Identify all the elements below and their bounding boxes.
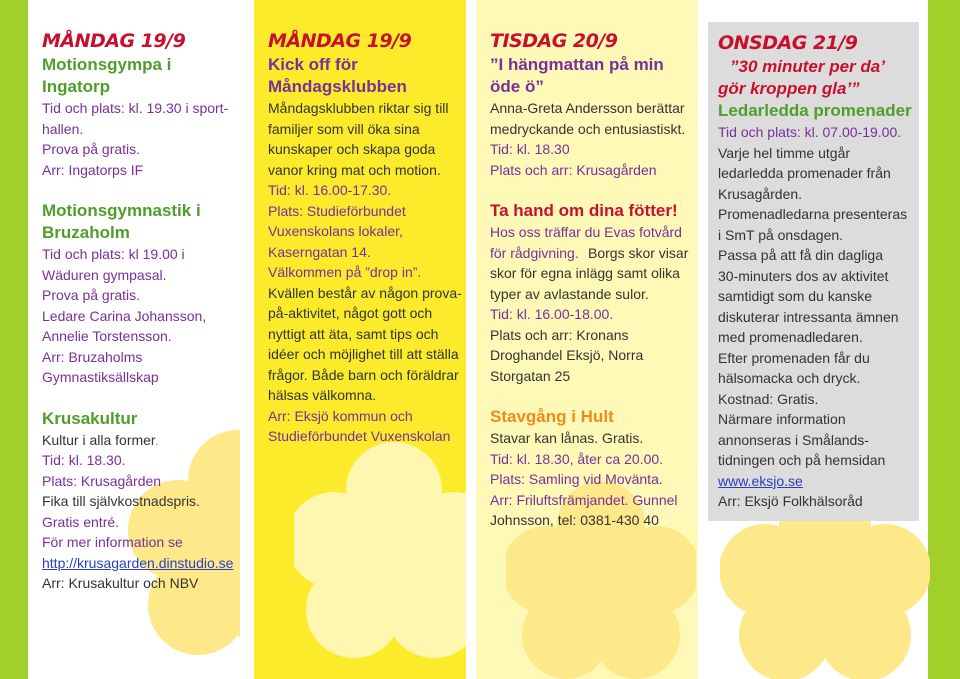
column-content: [268, 28, 462, 447]
column-tuesday: [476, 0, 698, 679]
day-heading: MÅNDAG 19/9: [268, 30, 412, 52]
day-heading: ONSDAG 21/9: [718, 32, 858, 54]
event-details: Tid: kl. 18.30 Plats och arr: Krusagården: [490, 141, 657, 178]
right-green-strip: [928, 0, 960, 679]
website-link[interactable]: www.eksjo.se: [718, 472, 803, 489]
event-description: Anna-Greta Andersson berättar medryckande och entusiastiskt.: [490, 100, 686, 137]
event-details: Tid och plats: kl. 07.00-19.00.: [718, 124, 902, 140]
event-heading: Ta hand om dina fötter!: [490, 201, 678, 220]
column-content: [42, 28, 236, 594]
column-monday-1: [28, 0, 240, 679]
event-heading: Motionsgympa i Ingatorp: [42, 55, 172, 96]
event-description: Hos oss träffar du Evas fotvård för rådgivning.: [490, 224, 682, 261]
event-heading: Ledarledda promenader: [718, 101, 912, 120]
day-heading: MÅNDAG 19/9: [42, 30, 186, 52]
column-content: [490, 28, 694, 531]
flower-decoration: [294, 430, 466, 679]
column-content: [718, 30, 915, 512]
event-heading: Krusakultur: [42, 408, 138, 428]
event-details: Tid och plats: kl 19.00 i Wäduren gympasal. Prova på gratis. Ledare Carina Johansson, Annelie Torstensson. Arr: Bruzaholms Gymnastiksällskap: [42, 246, 207, 385]
event-description: Stavar kan lånas. Gratis.: [490, 430, 644, 446]
event-description: Varje hel timme utgår ledarledda promenader från Krusagården. Promenadledarna presenteras i SmT på onsdagen. Passa på att få din dagliga 30-minuters dos av aktivitet samtidigt som du kanske diskuterar intressanta ämnen med promenadledaren. Efter promenaden får du hälsomacka och dryck. Kostnad: Gratis. Närmare information annonseras i Smålands- tidningen och på hemsidan: [718, 144, 908, 468]
day-heading: TISDAG 20/9: [490, 30, 618, 52]
event-description: Måndagsklubben riktar sig till familjer som vill öka sina kunskaper och skapa goda vanor kring mat och motion.: [268, 100, 449, 178]
event-heading: Kick off för Måndagsklubben: [268, 55, 407, 96]
website-link[interactable]: http://krusagarden.dinstudio.se: [42, 554, 234, 571]
event-description: Kvällen består av någon prova- på-aktivitet, något gott och nyttigt att äta, samt tips och idéer och möjlighet till att ställa frågor. Både barn och föräldrar hälsas välkomna.: [268, 284, 462, 403]
event-tagline: ”30 minuter per da’ gör kroppen gla’”: [718, 57, 885, 98]
event-details: Kultur i alla former.: [42, 431, 159, 448]
event-details: Tid: kl. 18.30. Plats: Krusagården Fika till självkostnadspris. Gratis entré. För mer information se http://krusagarden.dinstudio.se Arr: Krusakultur och NBV: [42, 450, 236, 594]
event-heading: Motionsgymnastik i Bruzaholm: [42, 201, 201, 242]
event-details: Tid: kl. 18.30, åter ca 20.00. Plats: Samling vid Movänta. Arr: Friluftsfrämjandet. Gunnel Johnsson, tel: 0381-430 40: [490, 450, 678, 528]
event-heading: Stavgång i Hult: [490, 407, 614, 426]
event-organizer: Arr: Eksjö Folkhälsoråd: [718, 493, 863, 509]
column-monday-2: [254, 0, 466, 679]
event-details: Tid: kl. 16.00-18.00. Plats och arr: Kronans Droghandel Eksjö, Norra Storgatan 25: [490, 306, 644, 384]
event-organizer: Arr: Eksjö kommun och Studieförbundet Vuxenskolan: [268, 407, 451, 444]
event-description: Borgs skor visar skor för egna inlägg samt olika typer av avlastande sulor.: [490, 244, 689, 302]
column-wednesday: [708, 22, 919, 521]
event-heading: ”I hängmattan på min öde ö”: [490, 55, 664, 96]
event-details: Tid och plats: kl. 19.30 i sport- hallen. Prova på gratis. Arr: Ingatorps IF: [42, 100, 229, 178]
event-details: Tid: kl. 16.00-17.30. Plats: Studieförbundet Vuxenskolans lokaler, Kaserngatan 14. Välkommen på ”drop in”.: [268, 182, 422, 280]
